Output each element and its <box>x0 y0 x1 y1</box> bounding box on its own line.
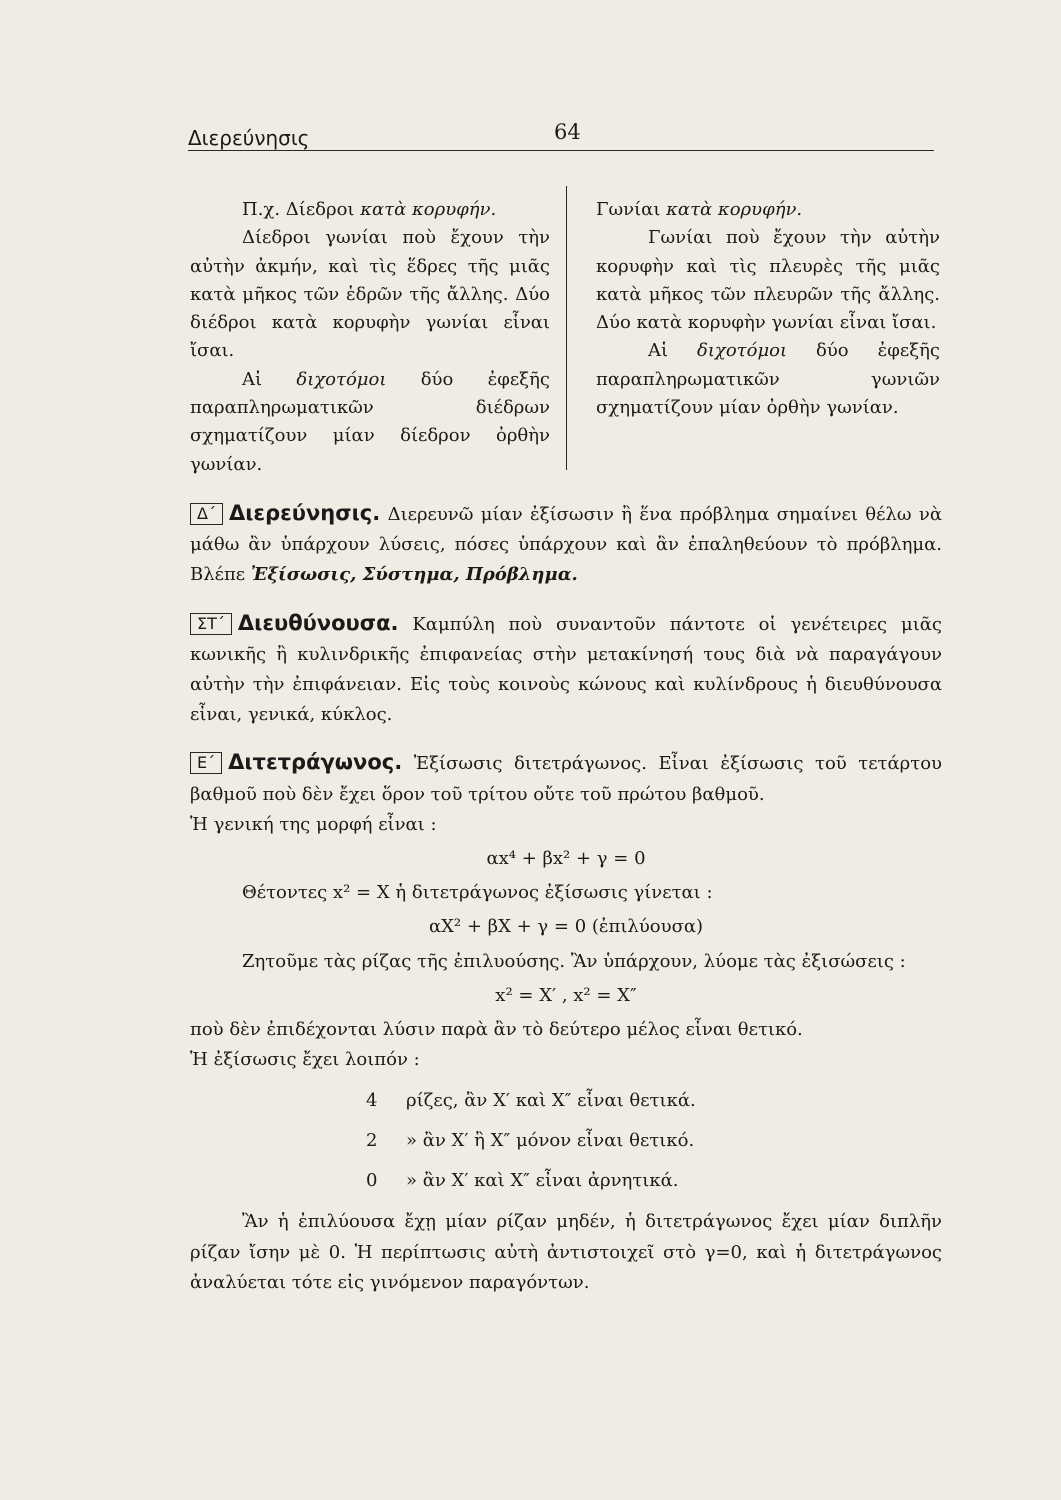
case-text: » ἂν X′ καὶ X″ εἶναι ἀρνητικά. <box>406 1170 679 1192</box>
thus-label: Ἡ ἐξίσωσις ἔχει λοιπόν : <box>190 1049 420 1071</box>
column-divider <box>566 186 567 470</box>
case-count: 0 <box>366 1170 378 1192</box>
substitution-text: x² = X ἡ διτετράγωνος ἐξίσωσις γίνεται : <box>332 882 713 904</box>
running-head: Διερεύνησις <box>188 126 310 150</box>
entry-mark-epsilon: Ε΄ <box>190 752 222 774</box>
left-example-line <box>190 196 550 224</box>
right-title-term: κατὰ κορυφήν. <box>666 199 803 220</box>
root-case <box>366 1081 942 1121</box>
right-bisectors <box>596 337 940 422</box>
entry-mark-st: ΣΤ΄ <box>190 613 232 635</box>
entry-dievthynousa <box>190 608 942 731</box>
entry-mark-delta: Δ΄ <box>190 503 223 525</box>
condition-text: ποὺ δὲν ἐπιδέχονται λύσιν παρὰ ἂν τὸ δεύτερο μέλος εἶναι θετικό. <box>190 1019 803 1041</box>
entry-text-dievthynousa: Καμπύλη ποὺ συναντοῦν πάντοτε οἱ γενέτειρες μιᾶς κωνικῆς ἢ κυλινδρικῆς ἐπιφανείας στὴν μετακίνησή τους διὰ νὰ παραγάγουν αὐτὴν τὴν ἐπιφάνειαν. Εἰς τοὺς κοινοὺς κώνους καὶ κυλίνδρους ἡ διευθύνουσα εἶναι, γενικά, κύκλος. <box>190 613 942 726</box>
left-example-prefix: Π.χ. Δίεδροι <box>242 199 355 220</box>
right-bisectors-prefix: Αἱ <box>648 340 669 362</box>
equation-general: αx⁴ + βx² + γ = 0 <box>486 848 646 870</box>
case-text: » ἂν X′ ἢ X″ μόνον εἶναι θετικό. <box>406 1130 695 1152</box>
right-title-prefix: Γωνίαι <box>596 199 661 220</box>
entry-ditetragonos <box>190 747 942 809</box>
entry-title-dievthynousa: Διευθύνουσα. <box>237 610 399 635</box>
left-bisectors-term: διχοτόμοι <box>296 368 387 390</box>
root-cases <box>366 1081 942 1201</box>
roots-text: Ζητοῦμε τὰς ρίζας τῆς ἐπιλυούσης. Ἂν ὑπάρχουν, λύομε τὰς ἐξισώσεις : <box>242 950 906 972</box>
case-count: 2 <box>366 1130 378 1152</box>
dictionary-body <box>190 498 942 1298</box>
right-column <box>596 196 940 422</box>
entry-see-also: Ἐξίσωσις, Σύστημα, Πρόβλημα. <box>250 564 578 586</box>
left-definition: Δίεδροι γωνίαι ποὺ ἔχουν τὴν αὐτὴν ἀκμήν, καὶ τὶς ἕδρες τῆς μιᾶς κατὰ μῆκος τῶν ἑδρῶν τῆς ἄλλης. Δύο διέδροι κατὰ κορυφὴν γωνίαι εἶναι ἴσαι. <box>190 227 550 362</box>
entry-title-ditetragonos: Διτετράγωνος. <box>228 750 403 775</box>
left-bisectors-prefix: Αἱ <box>242 368 263 390</box>
left-bisectors-rest: δύο ἐφεξῆς παραπληρωματικῶν διέδρων σχηματίζουν μίαν δίεδρον ὀρθὴν γωνίαν. <box>190 368 550 475</box>
left-example-term: κατὰ κορυφήν. <box>360 199 497 220</box>
right-bisectors-term: διχοτόμοι <box>697 340 788 362</box>
entry-title-dierevnisis: Διερεύνησις. <box>228 501 381 525</box>
entry-text-dierevnisis: Διερευνῶ μίαν ἐξίσωσιν ἢ ἕνα πρόβλημα σημαίνει θέλω νὰ μάθω ἂν ὑπάρχουν λύσεις, πόσες ὑπάρχουν καὶ ἂν ἐπαληθεύουν τὸ πρόβλημα. Βλέπε <box>190 504 942 586</box>
substitution-prefix: Θέτοντες <box>242 882 328 904</box>
left-column <box>190 196 550 479</box>
closing-text: Ἂν ἡ ἐπιλύουσα ἔχῃ μίαν ρίζαν μηδέν, ἡ διτετράγωνος ἔχει μίαν διπλῆν ρίζαν ἴσην μὲ 0. Ἡ περίπτωσις αὐτὴ ἀντιστοιχεῖ στὸ γ=0, καὶ ἡ διτετράγωνος ἀναλύεται τότε εἰς γινόμενον παραγόντων. <box>190 1211 942 1293</box>
right-title-line <box>596 196 940 224</box>
substitution-line <box>190 878 942 908</box>
equation-roots: x² = X′ , x² = X″ <box>495 984 637 1006</box>
entry-intro-ditetragonos: Ἐξίσωσις διτετράγωνος. Εἶναι ἐξίσωσις τοῦ τετάρτου βαθμοῦ ποὺ δὲν ἔχει ὅρον τοῦ τρίτου οὔτε τοῦ πρώτου βαθμοῦ. <box>190 753 942 805</box>
right-bisectors-rest: δύο ἐφεξῆς παραπληρωματικῶν γωνιῶν σχηματίζουν μίαν ὀρθὴν γωνίαν. <box>596 340 940 419</box>
page-header <box>188 112 934 151</box>
equation-resolvent: αX² + βX + γ = 0 (ἐπιλύουσα) <box>428 916 704 938</box>
page-number: 64 <box>554 120 581 144</box>
left-bisectors <box>190 366 550 479</box>
case-text: ρίζες, ἂν X′ καὶ X″ εἶναι θετικά. <box>406 1090 696 1112</box>
root-case <box>366 1161 942 1201</box>
general-form-label: Ἡ γενική της μορφή εἶναι : <box>190 813 437 835</box>
right-definition: Γωνίαι ποὺ ἔχουν τὴν αὐτὴν κορυφὴν καὶ τὶς πλευρὲς τῆς μιᾶς κατὰ μῆκος τῶν πλευρῶν τῆς ἄλλης. Δύο κατὰ κορυφὴν γωνίαι εἶναι ἴσαι. <box>596 227 940 334</box>
root-case <box>366 1121 942 1161</box>
case-count: 4 <box>366 1090 378 1112</box>
entry-dierevnisis <box>190 498 942 591</box>
